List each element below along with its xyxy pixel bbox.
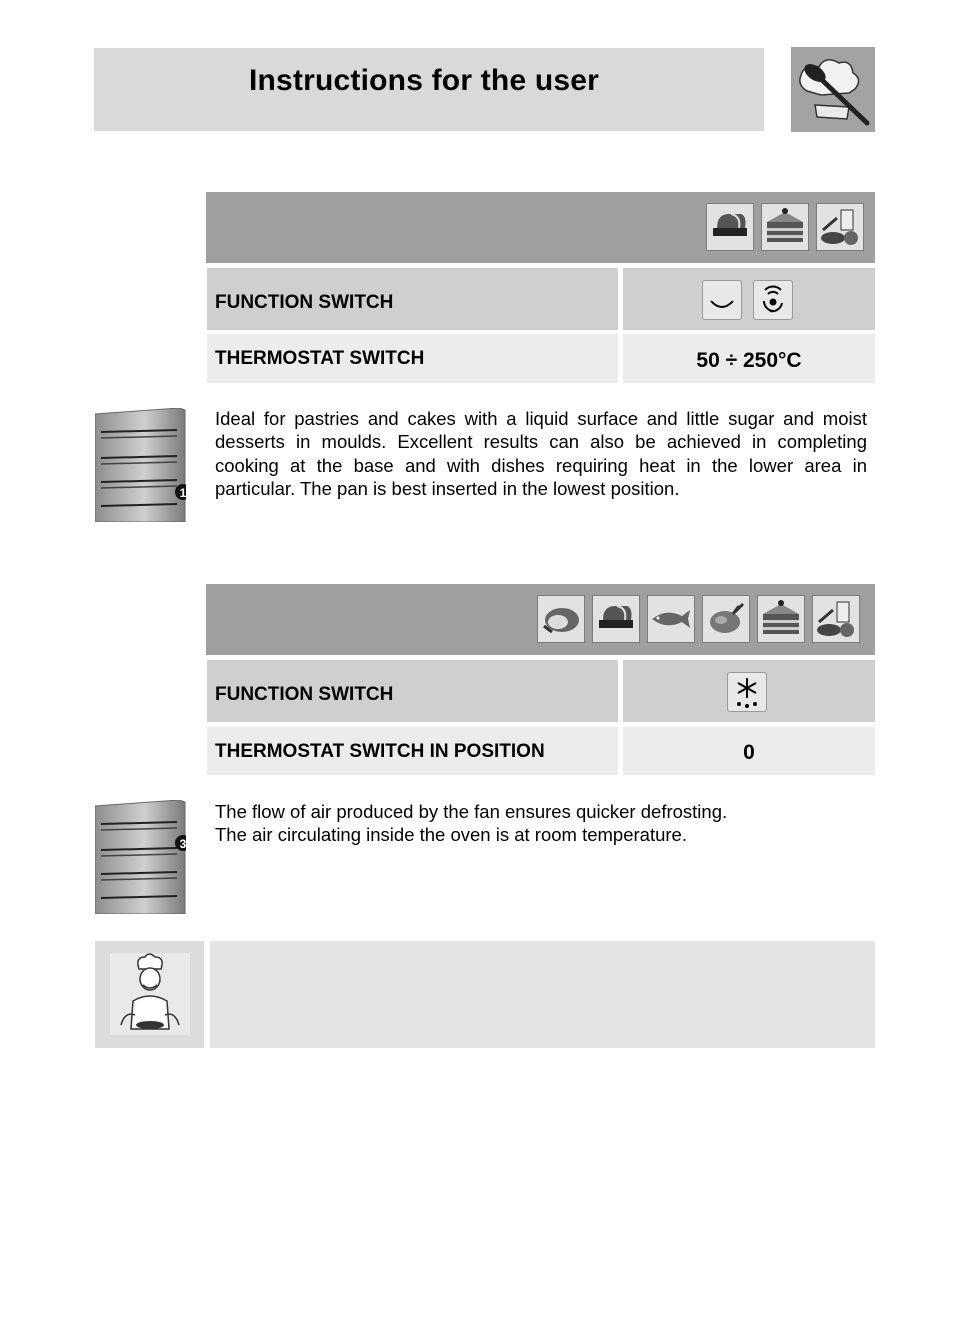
thermostat-switch-value [623,334,875,383]
layer-cake-icon [761,203,809,251]
bread-loaf-icon [592,595,640,643]
thermostat-switch-text: THERMOSTAT SWITCH [215,348,425,369]
section1-food-icons [706,203,864,251]
chef-icon [95,941,204,1048]
thermostat-switch-value [623,727,875,775]
chef-icon-box [95,941,204,1048]
vegetables-icon [816,203,864,251]
section1-description: Ideal for pastries and cakes with a liquid surface and little sugar and moist desserts in moulds. Excellent results can also be achieved in completing cooking at the base and with dishes requiring heat in the lower area in particular. The pan is best inserted in the lowest position. [215,408,867,500]
bottom-heat-icon [702,280,742,320]
shelf-number-1: 1 [179,486,186,500]
chicken-icon [702,595,750,643]
fish-icon [647,595,695,643]
section2-description [215,800,867,847]
thermostat-range: 50 ÷ 250°C [696,349,802,372]
oven-shelf-illustration [95,408,186,522]
function-switch-text: FUNCTION SWITCH [215,292,394,313]
page-title: Instructions for the user [249,64,600,97]
spoon-chef-hat-icon [791,47,875,132]
shelf-number-3: 3 [179,837,186,851]
oven-shelf-illustration [95,800,186,914]
thermostat-switch-label [207,334,618,383]
thermostat-position: 0 [743,741,755,764]
note-box [210,941,875,1048]
section2-description-line2: The air circulating inside the oven is at room temperature. [215,824,687,846]
function-switch-text: FUNCTION SWITCH [215,684,394,705]
function-switch-value [623,660,875,722]
function-switch-label [207,660,618,722]
function-switch-value [623,268,875,330]
thermostat-switch-label [207,727,618,775]
thermostat-switch-text: THERMOSTAT SWITCH IN POSITION [215,741,545,762]
bread-loaf-icon [706,203,754,251]
ham-icon [537,595,585,643]
defrost-snowflake-icon [727,672,767,712]
section2-food-icons [537,595,860,643]
vegetables-icon [812,595,860,643]
fan-icon [753,280,793,320]
layer-cake-icon [757,595,805,643]
function-switch-label [207,268,618,330]
section2-description-line1: The flow of air produced by the fan ensures quicker defrosting. [215,801,728,822]
